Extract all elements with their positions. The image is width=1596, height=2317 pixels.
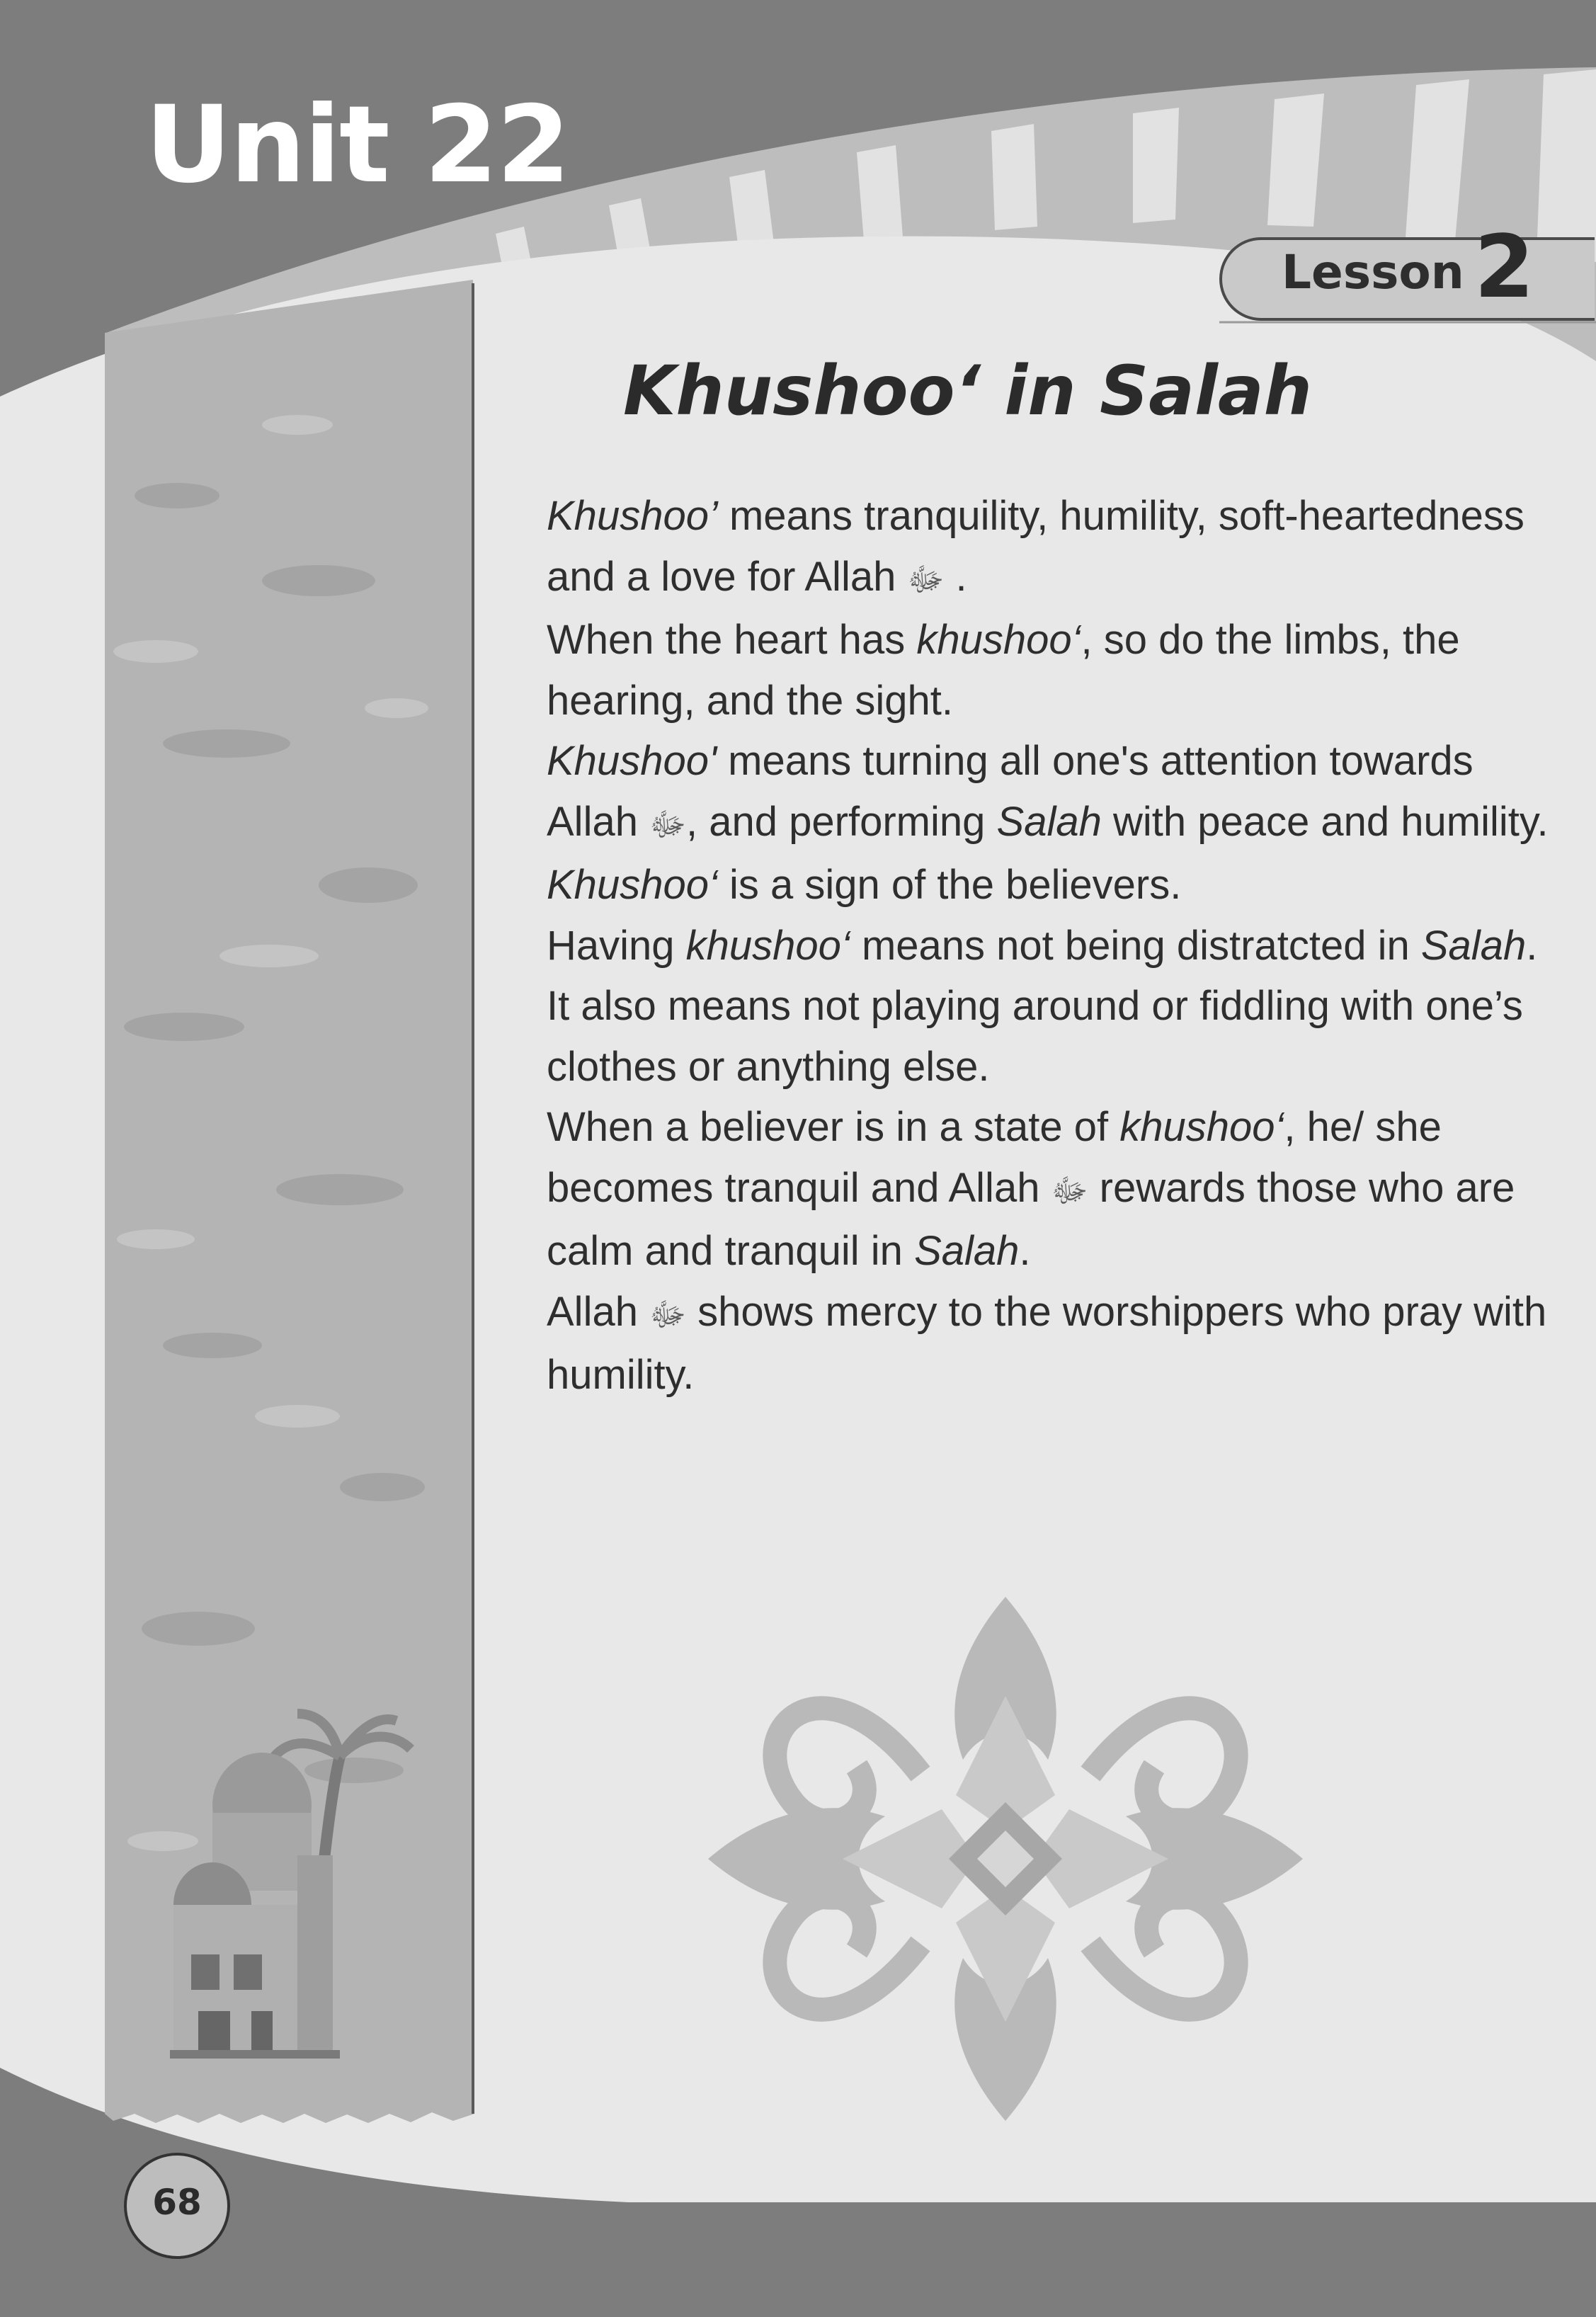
lesson-body [547, 486, 1552, 1406]
title-term: Khushoo‘ [623, 351, 981, 431]
unit-title: Unit 22 [145, 84, 569, 207]
text: Allah [547, 1288, 638, 1335]
term: khushoo‘ [685, 922, 850, 969]
paragraph-7 [547, 1282, 1552, 1406]
honorific-glyph: ﷻ [1051, 1171, 1088, 1209]
text: , he/ she becomes tranquil and Allah [547, 1104, 1442, 1211]
lesson-title [623, 351, 1312, 432]
paragraph-5 [547, 916, 1552, 1098]
lesson-number: 2 [1474, 217, 1534, 317]
term: Khushoo' [547, 738, 717, 784]
lesson-label: Lesson [1282, 245, 1464, 300]
term: Salah [996, 798, 1102, 845]
text: . It also means not playing around or fiddling with one’s clothes or anything else. [547, 922, 1538, 1090]
text: . [944, 553, 967, 600]
text: with peace and humility. [1101, 798, 1549, 845]
title-rest: in Salah [980, 351, 1312, 431]
honorific-glyph: ﷻ [649, 1295, 687, 1333]
text: shows mercy to the worshippers who pray with humility. [547, 1288, 1547, 1398]
paragraph-4 [547, 855, 1552, 916]
term: khushoo‘ [1119, 1104, 1284, 1150]
term: Salah [1420, 922, 1527, 969]
term: khushoo‘ [916, 617, 1081, 663]
text: is a sign of the believers. [717, 862, 1182, 908]
text: means tranquility, humility, soft-heartedness and a love for Allah [547, 493, 1524, 600]
paragraph-1 [547, 486, 1552, 610]
text: Having [547, 922, 686, 969]
page-number: 68 [152, 2182, 202, 2223]
honorific-glyph: ﷻ [649, 805, 687, 843]
text: When the heart has [547, 617, 917, 663]
term: Khushoo’ [547, 493, 718, 539]
paragraph-2 [547, 610, 1552, 731]
text: rewards those who are calm and tranquil in [547, 1164, 1515, 1274]
paragraph-3 [547, 731, 1552, 855]
honorific-glyph: ﷻ [907, 560, 945, 598]
term: Khushoo‘ [547, 862, 718, 908]
text: , and performing [686, 798, 997, 845]
text: , so do the limbs, the hearing, and the sight. [547, 617, 1460, 724]
text: means turning all one's attention towards Allah [547, 738, 1474, 845]
text: means not being distratcted in [850, 922, 1421, 969]
term: Salah [914, 1228, 1020, 1274]
text: When a believer is in a state of [547, 1104, 1120, 1150]
paragraph-6 [547, 1097, 1552, 1282]
text: . [1019, 1228, 1031, 1274]
